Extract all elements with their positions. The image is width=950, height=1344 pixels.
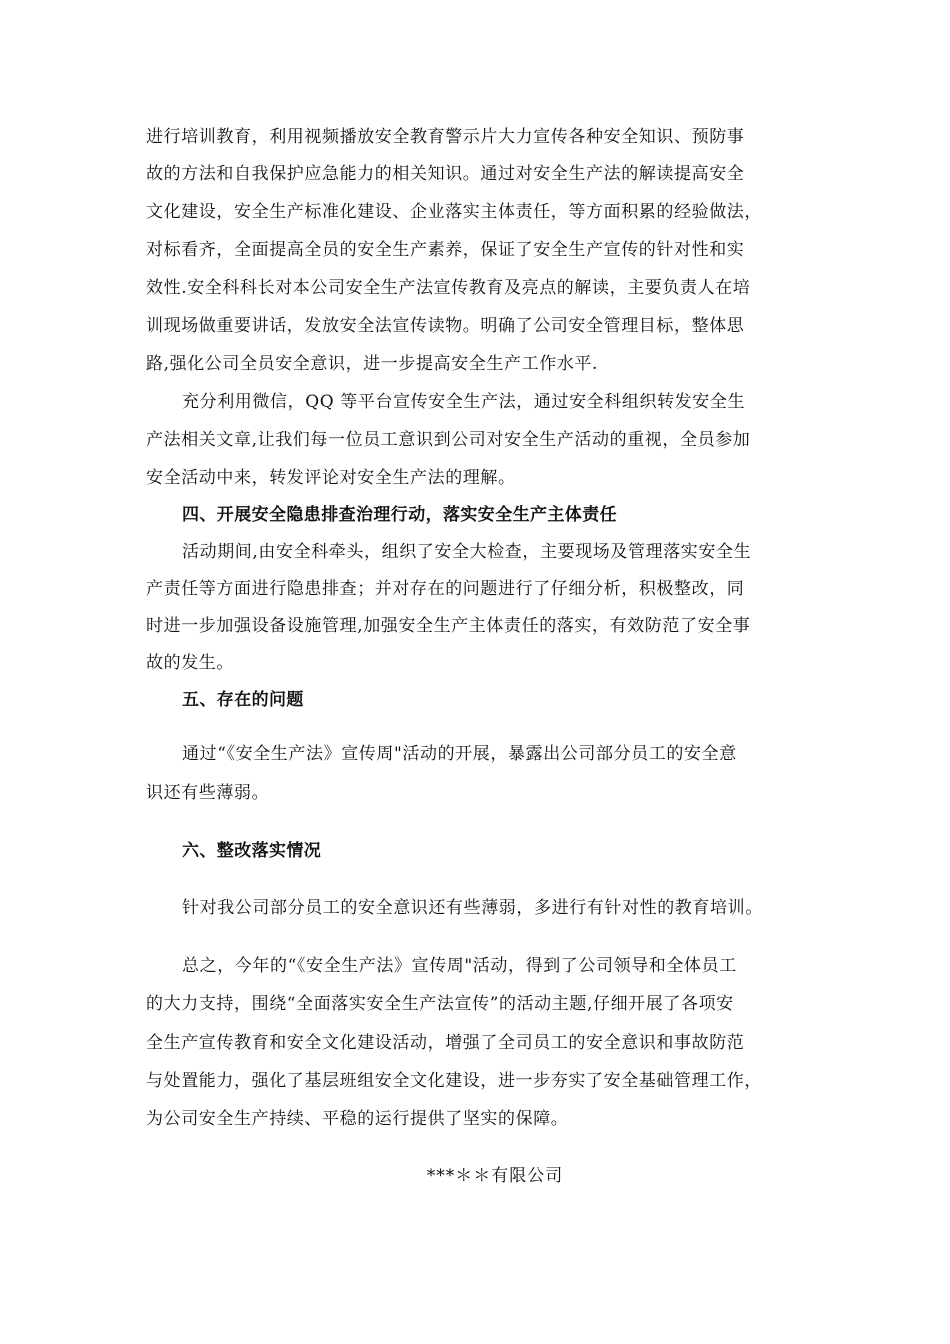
paragraph-line: 产法相关文章,让我们每一位员工意识到公司对安全生产活动的重视，全员参加: [146, 430, 751, 450]
paragraph-line: 效性.安全科科长对本公司安全生产法宣传教育及亮点的解读，主要负责人在培: [146, 278, 751, 298]
paragraph-line: 的大力支持，围绕“全面落实安全生产法宣传”的活动主题,仔细开展了各项安: [146, 994, 734, 1014]
paragraph-line: 全生产宣传教育和安全文化建设活动，增强了全司员工的安全意识和事故防范: [146, 1033, 745, 1053]
section-heading-5: 五、存在的问题: [182, 690, 304, 710]
paragraph-line: 针对我公司部分员工的安全意识还有些薄弱，多进行有针对性的教育培训。: [182, 898, 763, 918]
paragraph-line: 充分利用微信，QQ 等平台宣传安全生产法，通过安全科组织转发安全生: [182, 392, 746, 412]
paragraph-line: 活动期间,由安全科牵头，组织了安全大检查，主要现场及管理落实安全生: [182, 542, 752, 562]
company-signature: ***＊＊有限公司: [426, 1166, 564, 1186]
paragraph-line: 故的发生。: [146, 653, 234, 673]
paragraph-line: 故的方法和自我保护应急能力的相关知识。通过对安全生产法的解读提高安全: [146, 164, 745, 184]
paragraph-line: 通过“《安全生产法》宣传周"活动的开展，暴露出公司部分员工的安全意: [182, 744, 737, 764]
paragraph-line: 识还有些薄弱。: [146, 783, 270, 803]
paragraph-line: 安全活动中来，转发评论对安全生产法的理解。: [146, 468, 516, 488]
section-heading-6: 六、整改落实情况: [182, 841, 322, 861]
paragraph-line: 时进一步加强设备设施管理,加强安全生产主体责任的落实，有效防范了安全事: [146, 616, 751, 636]
section-heading-4: 四、开展安全隐患排查治理行动，落实安全生产主体责任: [182, 505, 617, 525]
paragraph-line: 产责任等方面进行隐患排查；并对存在的问题进行了仔细分析，积极整改，同: [146, 579, 745, 599]
paragraph-line: 对标看齐，全面提高全员的安全生产素养，保证了安全生产宣传的针对性和实: [146, 240, 745, 260]
paragraph-line: 训现场做重要讲话，发放安全法宣传读物。明确了公司安全管理目标，整体思: [146, 316, 745, 336]
paragraph-line: 文化建设，安全生产标准化建设、企业落实主体责任，等方面积累的经验做法，: [146, 202, 762, 222]
paragraph-line: 与处置能力，强化了基层班组安全文化建设，进一步夯实了安全基础管理工作，: [146, 1071, 762, 1091]
paragraph-line: 总之，今年的“《安全生产法》宣传周"活动，得到了公司领导和全体员工: [182, 956, 737, 976]
paragraph-line: 为公司安全生产持续、平稳的运行提供了坚实的保障。: [146, 1109, 569, 1129]
paragraph-line: 进行培训教育，利用视频播放安全教育警示片大力宣传各种安全知识、预防事: [146, 127, 745, 147]
paragraph-line: 路,强化公司全员安全意识，进一步提高安全生产工作水平.: [146, 354, 599, 374]
